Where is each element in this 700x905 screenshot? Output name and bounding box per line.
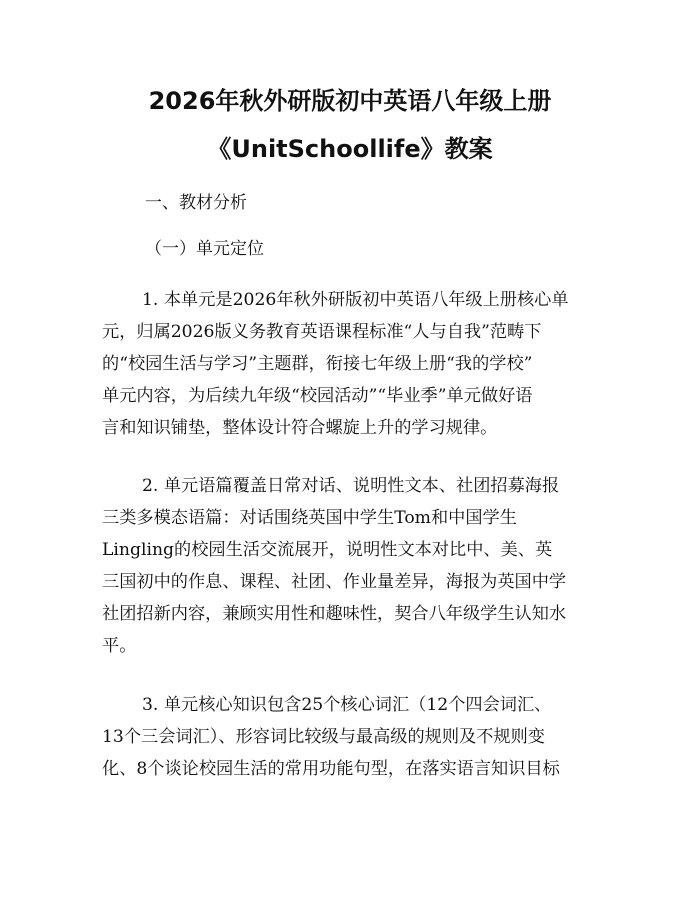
paragraph-line: 化、8个谈论校园生活的常用功能句型，在落实语言知识目标: [102, 759, 560, 779]
paragraph-line: 的“校园生活与学习”主题群，衔接七年级上册“我的学校”: [102, 354, 533, 374]
paragraph-line: 平。: [102, 636, 137, 656]
document-title-line-1: 2026年秋外研版初中英语八年级上册: [148, 87, 552, 115]
paragraph-line: 元，归属2026版义务教育英语课程标准“人与自我”范畴下: [102, 322, 542, 342]
paragraph-line: 三国初中的作息、课程、社团、作业量差异，海报为英国中学: [102, 572, 567, 592]
paragraph-line: 3. 单元核心知识包含25个核心词汇（12个四会词汇、: [142, 695, 552, 715]
paragraph-1: [102, 284, 600, 444]
paragraph-line: 单元内容，为后续九年级“校园活动”“毕业季”单元做好语: [102, 386, 533, 406]
paragraph-line: Lingling的校园生活交流展开，说明性文本对比中、美、英: [102, 540, 553, 560]
section-heading: 一、教材分析: [145, 193, 247, 213]
paragraph-3: [102, 689, 600, 785]
paragraph-line: 1. 本单元是2026年秋外研版初中英语八年级上册核心单: [142, 290, 569, 310]
paragraph-line: 2. 单元语篇覆盖日常对话、说明性文本、社团招募海报: [142, 476, 560, 496]
paragraph-line: 社团招新内容，兼顾实用性和趣味性，契合八年级学生认知水: [102, 604, 567, 624]
paragraph-line: 13个三会词汇）、形容词比较级与最高级的规则及不规则变: [102, 727, 545, 747]
paragraph-line: 言和知识铺垫，整体设计符合螺旋上升的学习规律。: [102, 418, 498, 438]
subsection-heading: （一）单元定位: [145, 239, 264, 259]
paragraph-line: 三类多模态语篇：对话围绕英国中学生Tom和中国学生: [102, 508, 517, 528]
document-title-line-2: 《UnitSchoollife》教案: [207, 135, 493, 163]
paragraph-2: [102, 470, 600, 662]
